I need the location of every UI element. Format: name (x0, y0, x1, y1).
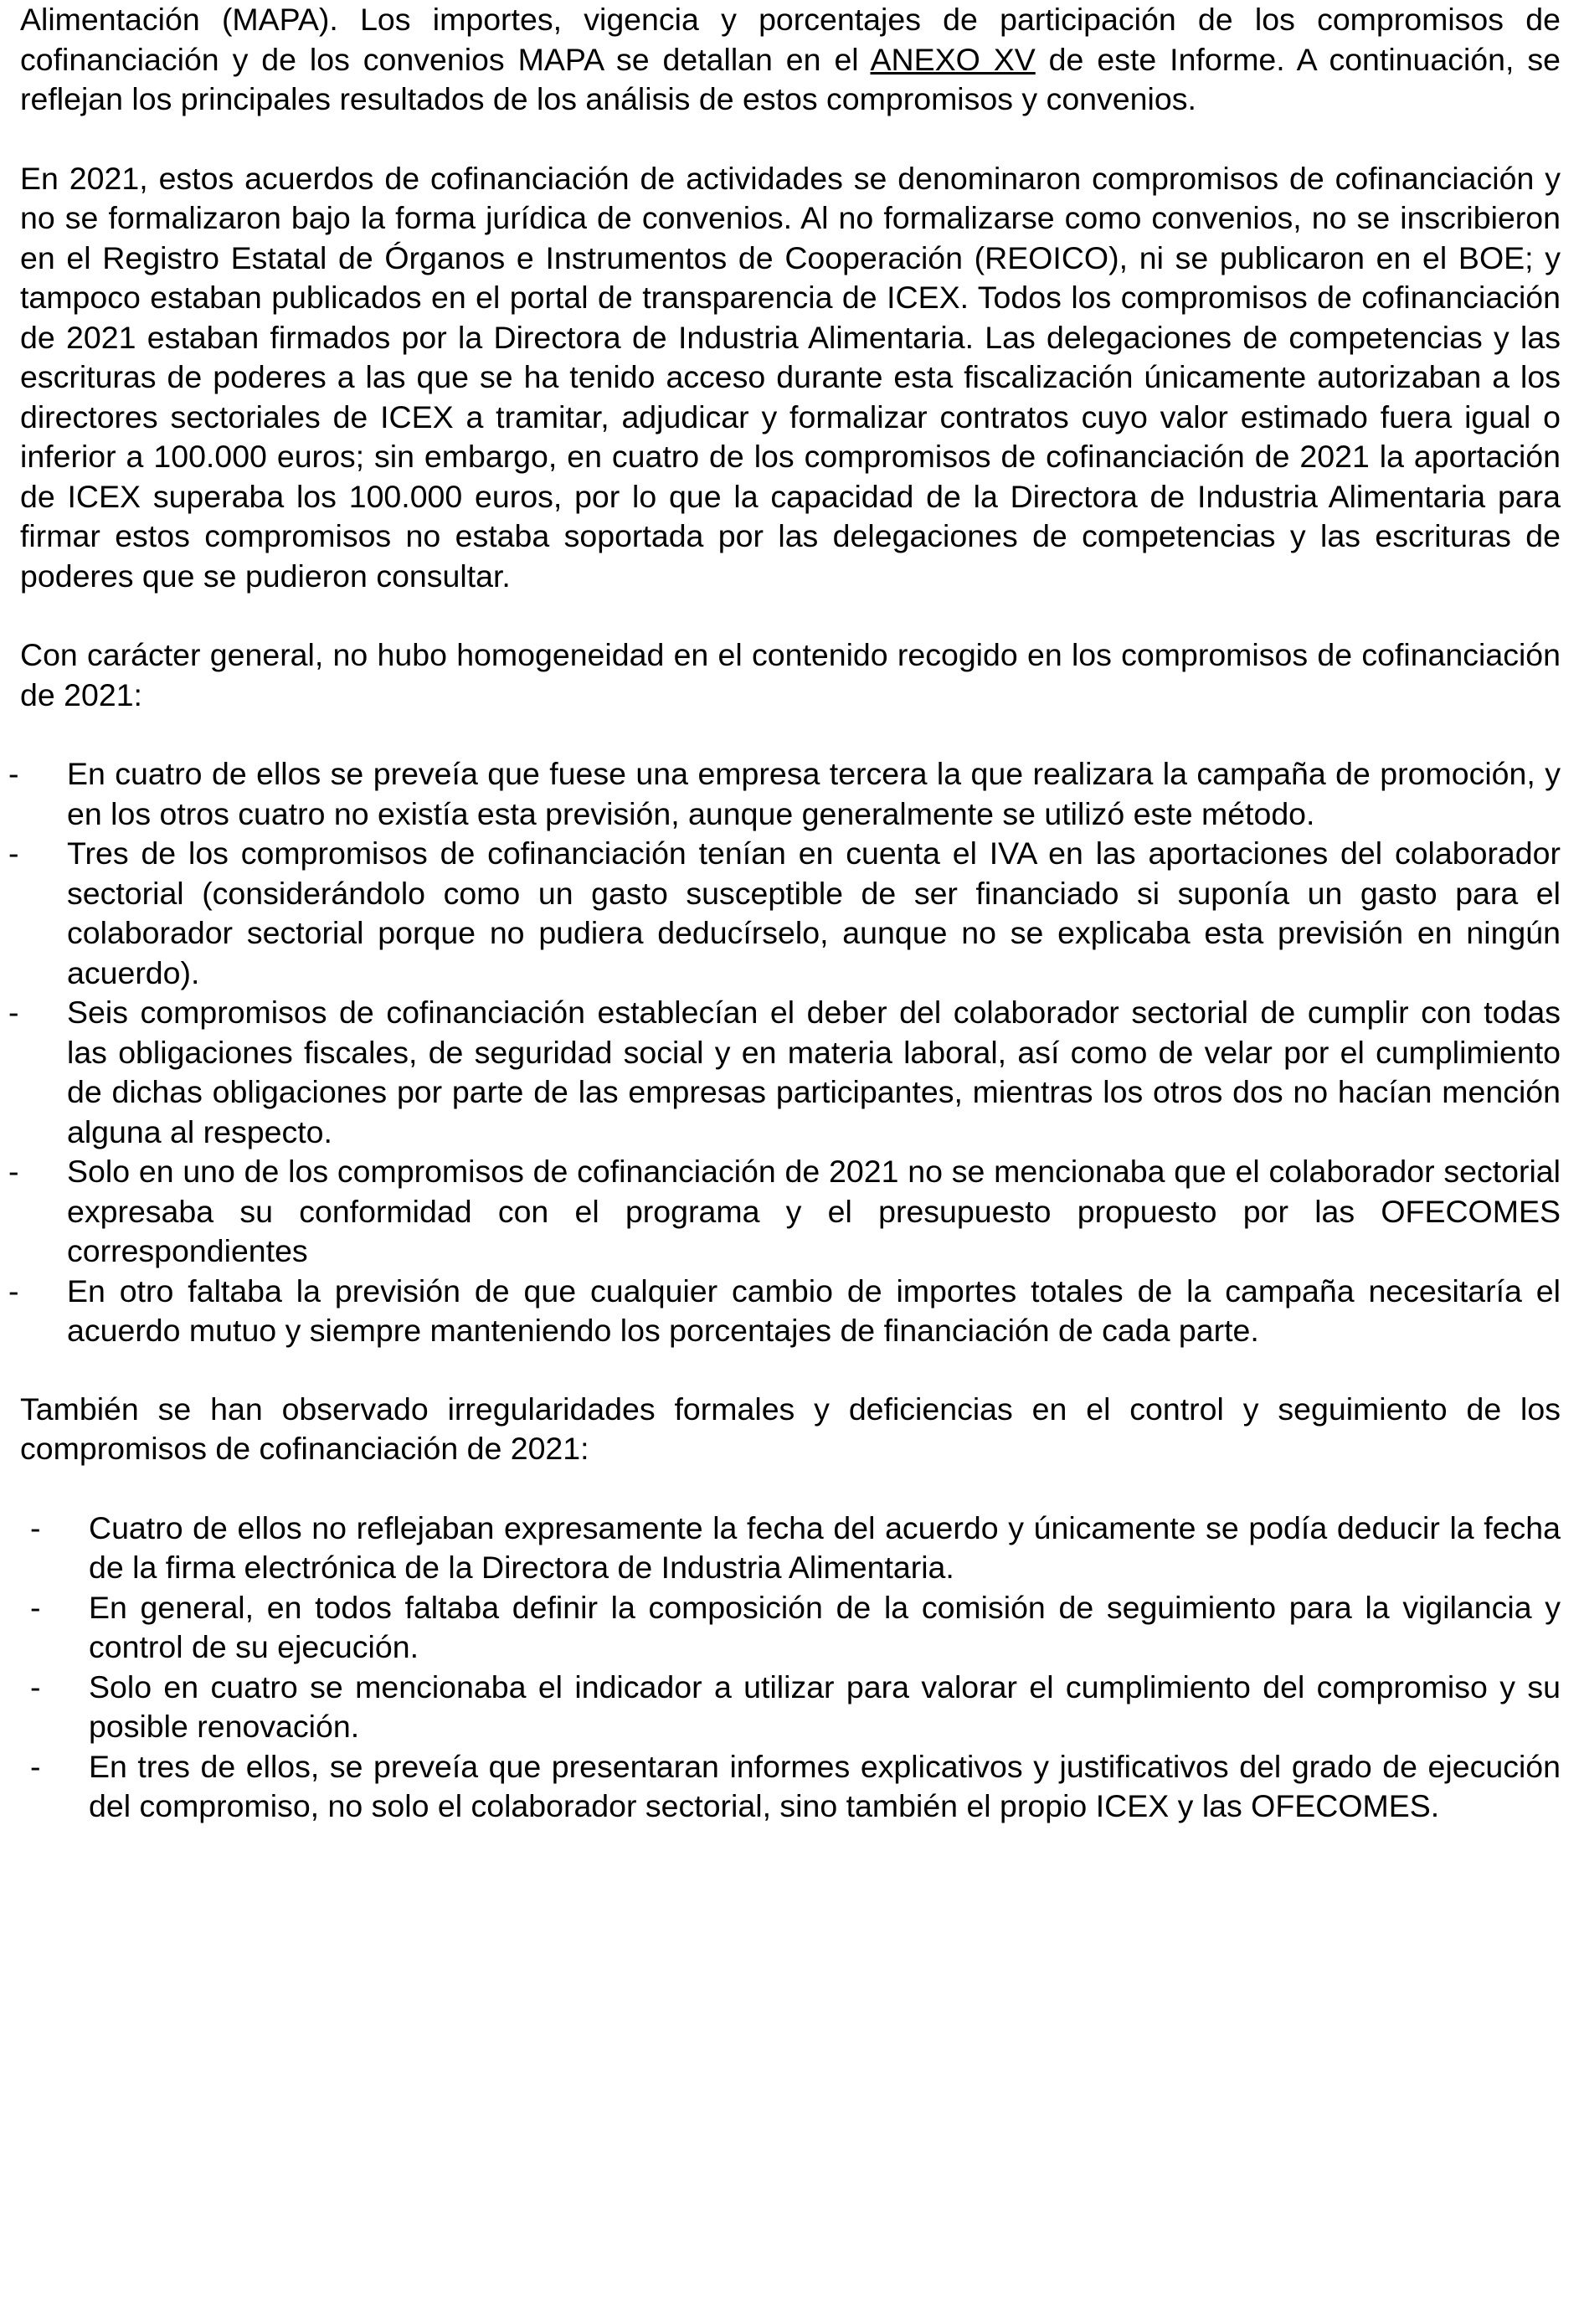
paragraph-homogeneity: Con carácter general, no hubo homogeneidad en el contenido recogido en los compromisos de cofinanciación de 2021: (20, 637, 1561, 712)
list-item (20, 1509, 1561, 1588)
list-item (8, 754, 1561, 834)
paragraph-intro-text-before: Alimentación (MAPA). Los importes, vigencia y porcentajes de participación de los compromisos de cofinanciación y de los convenios MAPA se detallan en el (20, 2, 1561, 77)
list-item-text: Cuatro de ellos no reflejaban expresamente la fecha del acuerdo y únicamente se podía deducir la fecha de la firma electrónica de la Directora de Industria Alimentaria. (89, 1509, 1561, 1585)
list-item-text: Seis compromisos de cofinanciación establecían el deber del colaborador sectorial de cumplir con todas las obligaciones fiscales, de seguridad social y en materia laboral, así como de velar por el cumplimiento de dichas obligaciones por parte de las empresas participantes, mientras los otros dos no hacían mención alguna al respecto. (67, 995, 1561, 1149)
bullet-dash: - (30, 1668, 41, 1704)
list-item (8, 1272, 1561, 1351)
content-findings-list (8, 754, 1561, 1351)
document-page (8, 0, 1561, 1827)
list-item (8, 1152, 1561, 1272)
bullet-dash: - (8, 756, 19, 791)
list-item-text: En tres de ellos, se preveía que presentaran informes explicativos y justificativos del grado de ejecución del compromiso, no solo el colaborador sectorial, sino también el propio ICEX y las OFECOMES. (89, 1748, 1561, 1823)
bullet-dash: - (8, 1154, 19, 1189)
paragraph-intro-text-after: de este Informe. A continuación, se reflejan los principales resultados de los análisis de estos compromisos y convenios. (20, 41, 1561, 116)
list-item (20, 1747, 1561, 1827)
bullet-dash: - (8, 1273, 19, 1309)
list-item (8, 834, 1561, 993)
bullet-dash: - (30, 1509, 41, 1545)
list-item-text: Solo en uno de los compromisos de cofinanciación de 2021 no se mencionaba que el colaborador sectorial expresaba su conformidad con el programa y el presupuesto propuesto por las OFECOMES correspondientes (67, 1154, 1561, 1268)
control-deficiencies-list (20, 1509, 1561, 1827)
bullet-dash: - (8, 836, 19, 871)
bullet-dash: - (30, 1589, 41, 1625)
list-item (20, 1588, 1561, 1668)
bullet-dash: - (30, 1748, 41, 1784)
list-item (8, 993, 1561, 1152)
list-item-text: En otro faltaba la previsión de que cualquier cambio de importes totales de la campaña necesitaría el acuerdo mutuo y siempre manteniendo los porcentajes de financiación de cada parte. (67, 1273, 1561, 1348)
paragraph-irregularities: También se han observado irregularidades formales y deficiencias en el control y seguimiento de los compromisos de cofinanciación de 2021: (20, 1391, 1561, 1466)
list-item-text: Tres de los compromisos de cofinanciación tenían en cuenta el IVA en las aportaciones del colaborador sectorial (considerándolo como un gasto susceptible de ser financiado si suponía un gasto para el colaborador sectorial porque no pudiera deducírselo, aunque no se explicaba esta previsión en ningún acuerdo). (67, 836, 1561, 990)
paragraph-intro (20, 0, 1561, 120)
list-item-text: En cuatro de ellos se preveía que fuese una empresa tercera la que realizara la campaña de promoción, y en los otros cuatro no existía esta previsión, aunque generalmente se utilizó este método. (67, 756, 1561, 831)
paragraph-2021-agreements: En 2021, estos acuerdos de cofinanciación de actividades se denominaron compromisos de cofinanciación y no se formalizaron bajo la forma jurídica de convenios. Al no formalizarse como convenios, no se inscribieron en el Registro Estatal de Órganos e Instrumentos de Cooperación (REOICO), ni se publicaron en el BOE; y tampoco estaban publicados en el portal de transparencia de ICEX. Todos los compromisos de cofinanciación de 2021 estaban firmados por la Directora de Industria Alimentaria. Las delegaciones de competencias y las escrituras de poderes a las que se ha tenido acceso durante esta fiscalización únicamente autorizaban a los directores sectoriales de ICEX a tramitar, adjudicar y formalizar contratos cuyo valor estimado fuera igual o inferior a 100.000 euros; sin embargo, en cuatro de los compromisos de cofinanciación de 2021 la aportación de ICEX superaba los 100.000 euros, por lo que la capacidad de la Directora de Industria Alimentaria para firmar estos compromisos no estaba soportada por las delegaciones de competencias y las escrituras de poderes que se pudieron consultar. (20, 160, 1561, 594)
list-item-text: Solo en cuatro se mencionaba el indicador a utilizar para valorar el cumplimiento del compromiso y su posible renovación. (89, 1668, 1561, 1744)
list-item-text: En general, en todos faltaba definir la composición de la comisión de seguimiento para la vigilancia y control de su ejecución. (89, 1589, 1561, 1664)
anexo-xv-link[interactable]: ANEXO XV (870, 41, 1036, 77)
list-item (20, 1668, 1561, 1747)
bullet-dash: - (8, 995, 19, 1030)
